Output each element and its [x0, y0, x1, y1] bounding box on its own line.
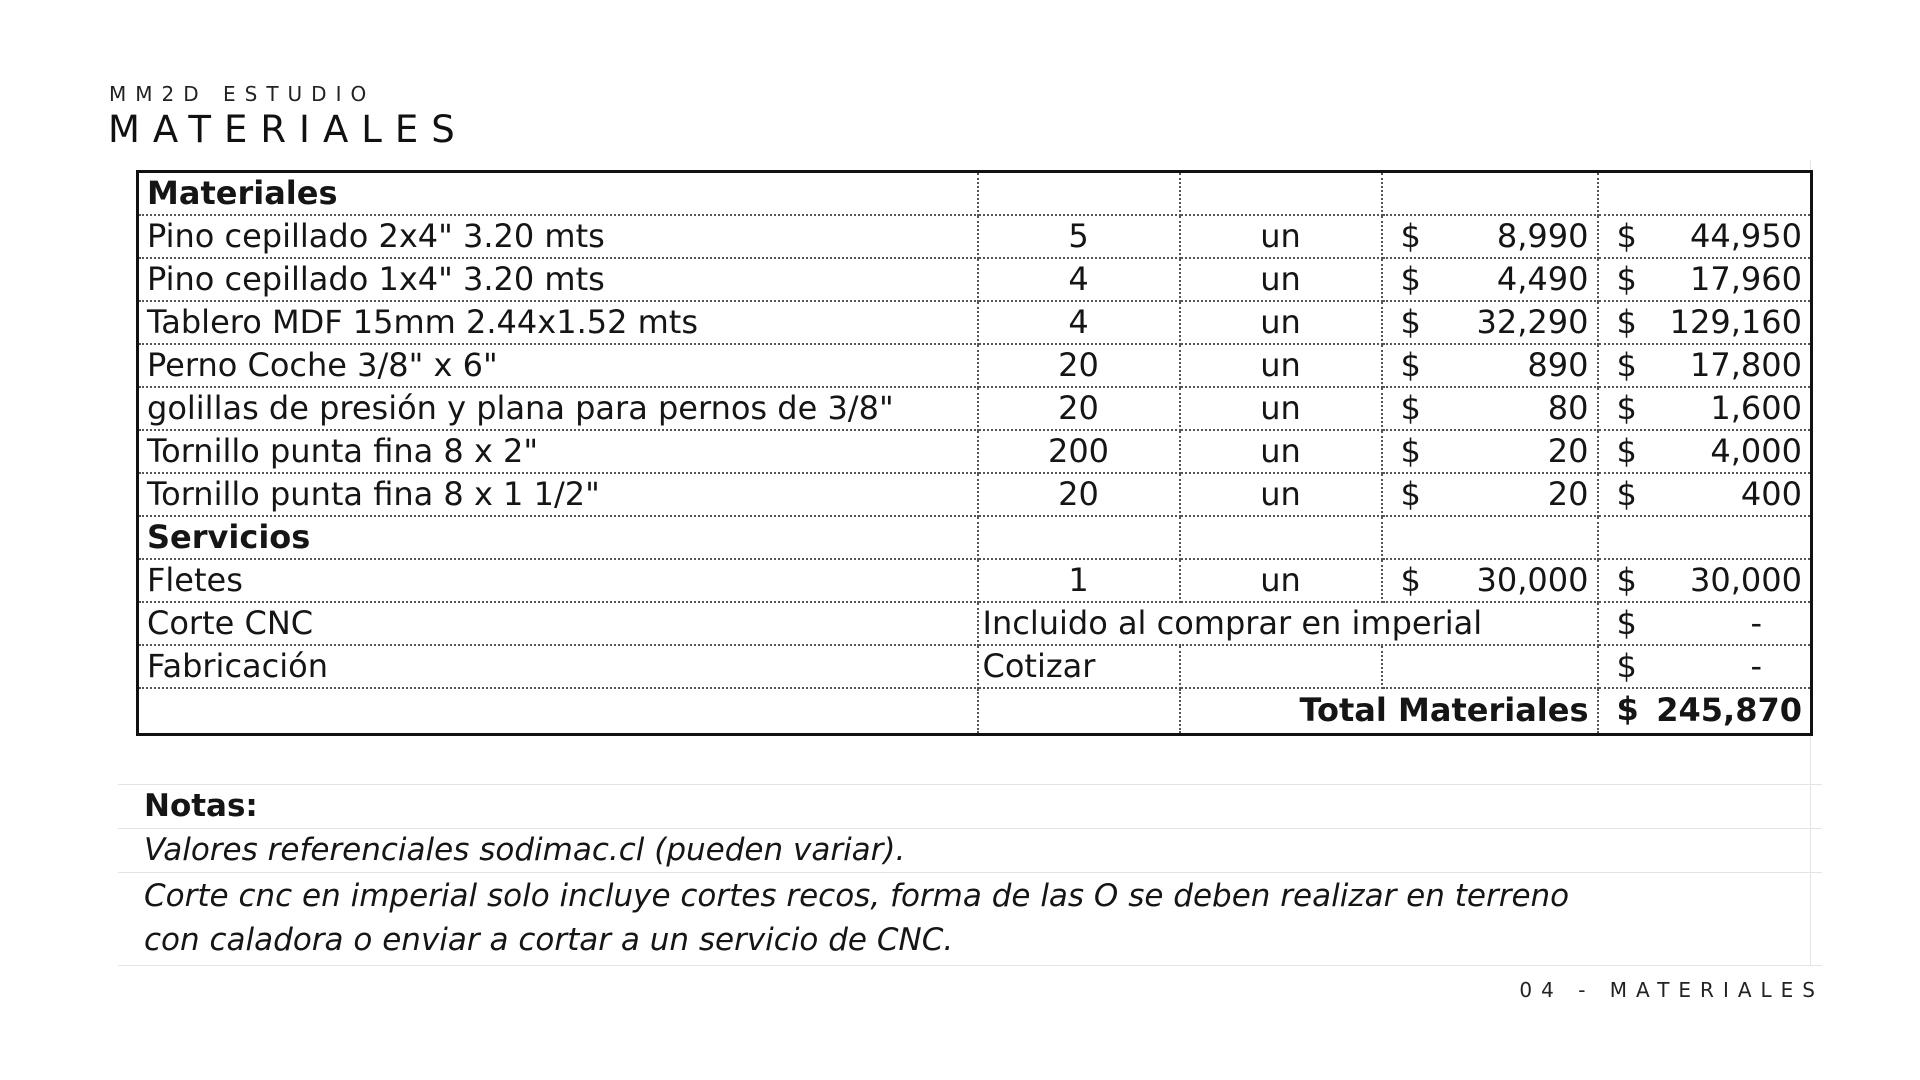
amount: 129,160 [1669, 303, 1802, 341]
notes-heading: Notas: [144, 788, 258, 824]
item-description: Pino cepillado 1x4" 3.20 mts [138, 258, 978, 301]
currency-symbol: $ [1616, 432, 1637, 470]
currency-symbol: $ [1616, 303, 1637, 341]
notes-line: con caladora o enviar a cortar a un servicio de CNC. [144, 922, 954, 958]
currency-symbol: $ [1616, 604, 1637, 642]
table-row [138, 559, 1812, 602]
item-total [1598, 344, 1812, 387]
item-total [1598, 258, 1812, 301]
amount: - [1750, 604, 1762, 642]
currency-symbol: $ [1616, 647, 1637, 685]
notes-section [136, 784, 1810, 962]
item-unit-price [1382, 559, 1598, 602]
item-description: Perno Coche 3/8" x 6" [138, 344, 978, 387]
item-unit: un [1180, 387, 1382, 430]
item-total [1598, 602, 1812, 645]
currency-symbol: $ [1400, 475, 1421, 513]
table-row [138, 172, 1812, 216]
table-row [138, 516, 1812, 559]
item-description: Fabricación [138, 645, 978, 688]
page-title: MATERIALES [108, 108, 468, 151]
amount: 4,490 [1496, 260, 1589, 298]
total-row [138, 688, 1812, 734]
currency-symbol: $ [1616, 561, 1637, 599]
empty-cell [1180, 516, 1382, 559]
table-row [138, 301, 1812, 344]
item-unit-price [1382, 344, 1598, 387]
notes-line: Valores referenciales sodimac.cl (pueden variar). [144, 832, 906, 868]
materials-table [136, 170, 1813, 736]
currency-symbol: $ [1616, 690, 1639, 728]
item-unit-price [1382, 430, 1598, 473]
table-row [138, 387, 1812, 430]
amount: - [1750, 647, 1762, 685]
table-row [138, 430, 1812, 473]
materials-sheet [136, 170, 1810, 736]
currency-symbol: $ [1616, 260, 1637, 298]
studio-name: MM2D ESTUDIO [109, 82, 376, 106]
item-quantity: 1 [978, 559, 1180, 602]
item-quantity: 4 [978, 258, 1180, 301]
item-description: Tornillo punta fina 8 x 2" [138, 430, 978, 473]
item-description: Pino cepillado 2x4" 3.20 mts [138, 215, 978, 258]
amount: 44,950 [1690, 217, 1802, 255]
item-quantity: 20 [978, 344, 1180, 387]
amount: 30,000 [1690, 561, 1802, 599]
notes-line: Corte cnc en imperial solo incluye cortes recos, forma de las O se deben realizar en terreno [144, 878, 1570, 914]
amount: 8,990 [1496, 217, 1589, 255]
currency-symbol: $ [1400, 561, 1421, 599]
empty-cell [1180, 172, 1382, 216]
table-row [138, 473, 1812, 516]
amount: 245,870 [1656, 691, 1802, 730]
item-unit-price [1382, 387, 1598, 430]
amount: 400 [1740, 475, 1802, 513]
total-value [1598, 688, 1812, 734]
currency-symbol: $ [1616, 389, 1637, 427]
empty-cell [978, 516, 1180, 559]
currency-symbol: $ [1616, 475, 1637, 513]
item-note: Incluido al comprar en imperial [978, 602, 1598, 645]
amount: 17,800 [1690, 346, 1802, 384]
item-quantity: 5 [978, 215, 1180, 258]
empty-cell [978, 172, 1180, 216]
item-description: golillas de presión y plana para pernos de 3/8" [138, 387, 978, 430]
page-footer: 04 - MATERIALES [1519, 978, 1824, 1002]
amount: 890 [1527, 346, 1589, 384]
table-row [138, 602, 1812, 645]
empty-cell [1598, 516, 1812, 559]
section-header: Materiales [138, 172, 978, 216]
empty-cell [1180, 645, 1382, 688]
item-quantity: 20 [978, 387, 1180, 430]
item-unit: un [1180, 215, 1382, 258]
table-row [138, 645, 1812, 688]
gridline [118, 965, 1822, 966]
table-row [138, 344, 1812, 387]
item-description: Tornillo punta fina 8 x 1 1/2" [138, 473, 978, 516]
item-unit: un [1180, 559, 1382, 602]
empty-cell [1382, 516, 1598, 559]
item-quantity: 200 [978, 430, 1180, 473]
item-unit-price [1382, 258, 1598, 301]
currency-symbol: $ [1400, 432, 1421, 470]
item-unit: un [1180, 301, 1382, 344]
item-total [1598, 215, 1812, 258]
item-unit-price [1382, 473, 1598, 516]
item-quantity: 20 [978, 473, 1180, 516]
total-label: Total Materiales [1180, 688, 1598, 734]
item-total [1598, 559, 1812, 602]
currency-symbol: $ [1400, 217, 1421, 255]
table-row [138, 215, 1812, 258]
amount: 20 [1547, 475, 1589, 513]
item-note: Cotizar [978, 645, 1180, 688]
item-quantity: 4 [978, 301, 1180, 344]
item-unit: un [1180, 473, 1382, 516]
amount: 30,000 [1476, 561, 1589, 599]
item-total [1598, 473, 1812, 516]
currency-symbol: $ [1616, 346, 1637, 384]
amount: 1,600 [1710, 389, 1802, 427]
empty-cell [1382, 645, 1598, 688]
item-total [1598, 645, 1812, 688]
item-description: Corte CNC [138, 602, 978, 645]
currency-symbol: $ [1400, 389, 1421, 427]
currency-symbol: $ [1400, 260, 1421, 298]
item-unit-price [1382, 301, 1598, 344]
item-unit: un [1180, 430, 1382, 473]
item-total [1598, 430, 1812, 473]
section-header: Servicios [138, 516, 978, 559]
amount: 4,000 [1710, 432, 1802, 470]
item-unit: un [1180, 344, 1382, 387]
amount: 80 [1547, 389, 1589, 427]
empty-cell [138, 688, 978, 734]
currency-symbol: $ [1400, 303, 1421, 341]
table-row [138, 258, 1812, 301]
item-description: Tablero MDF 15mm 2.44x1.52 mts [138, 301, 978, 344]
empty-cell [978, 688, 1180, 734]
item-unit: un [1180, 258, 1382, 301]
item-total [1598, 301, 1812, 344]
amount: 17,960 [1690, 260, 1802, 298]
item-unit-price [1382, 215, 1598, 258]
empty-cell [1598, 172, 1812, 216]
amount: 20 [1547, 432, 1589, 470]
currency-symbol: $ [1400, 346, 1421, 384]
amount: 32,290 [1476, 303, 1589, 341]
item-description: Fletes [138, 559, 978, 602]
item-total [1598, 387, 1812, 430]
empty-cell [1382, 172, 1598, 216]
currency-symbol: $ [1616, 217, 1637, 255]
